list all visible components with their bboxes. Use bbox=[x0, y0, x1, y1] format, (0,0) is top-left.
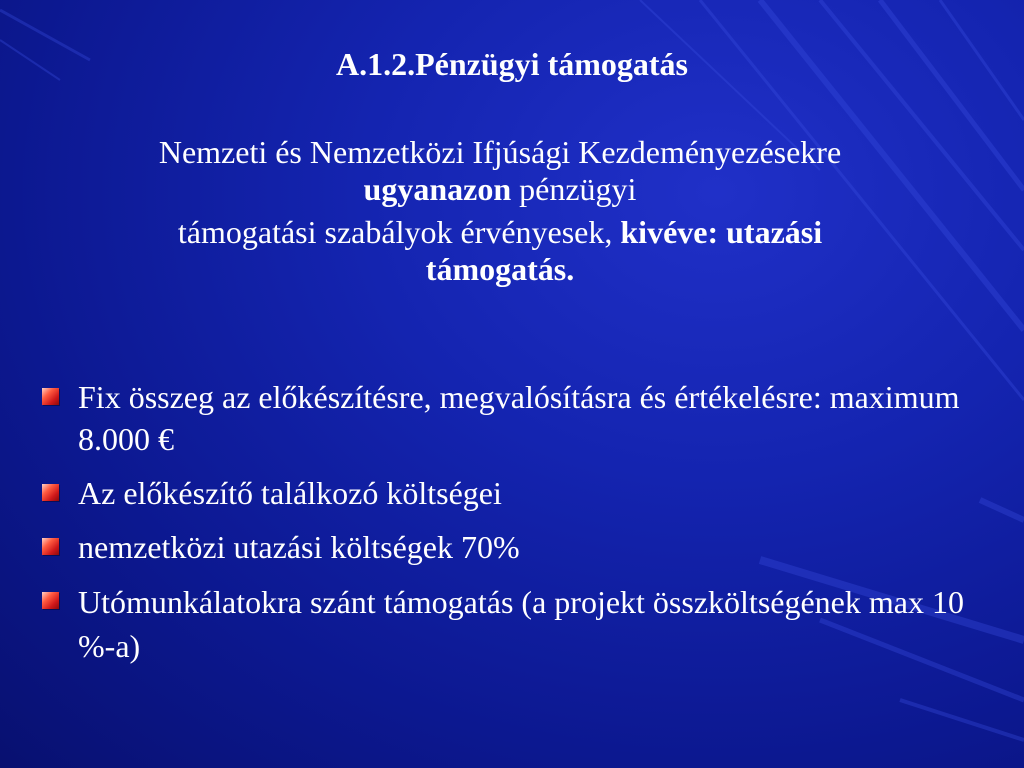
intro-line-4 bbox=[60, 251, 940, 288]
intro-line-2-rest: pénzügyi bbox=[511, 171, 637, 207]
red-square-bullet-icon bbox=[42, 484, 59, 501]
intro-line-3-regular: támogatási szabályok érvényesek, bbox=[177, 214, 621, 250]
red-square-bullet-icon bbox=[42, 592, 59, 609]
bullet-item bbox=[40, 472, 990, 514]
bullet-item bbox=[40, 580, 990, 668]
red-square-bullet-icon bbox=[42, 388, 59, 405]
intro-line-4-bold: támogatás. bbox=[425, 251, 575, 287]
bullet-text: Utómunkálatokra szánt támogatás (a projekt összköltségének max 10 %-a) bbox=[78, 584, 964, 664]
intro-line-3-bold: kivéve: utazási bbox=[620, 214, 823, 250]
intro-text bbox=[60, 134, 940, 288]
bullet-item bbox=[40, 376, 990, 460]
intro-line-2-bold: ugyanazon bbox=[363, 171, 512, 207]
bullet-text: nemzetközi utazási költségek 70% bbox=[78, 529, 520, 565]
bullet-text: Fix összeg az előkészítésre, megvalósításra és értékelésre: maximum 8.000 € bbox=[78, 379, 960, 457]
slide-title: A.1.2.Pénzügyi támogatás bbox=[336, 46, 688, 82]
red-square-bullet-icon bbox=[42, 538, 59, 555]
intro-line-1: Nemzeti és Nemzetközi Ifjúsági Kezdeményezésekre bbox=[158, 134, 842, 170]
bullet-text: Az előkészítő találkozó költségei bbox=[78, 475, 502, 511]
bullet-item bbox=[40, 526, 990, 568]
intro-line-3 bbox=[60, 214, 940, 251]
intro-line-2 bbox=[60, 171, 940, 208]
bullet-list bbox=[40, 376, 990, 680]
